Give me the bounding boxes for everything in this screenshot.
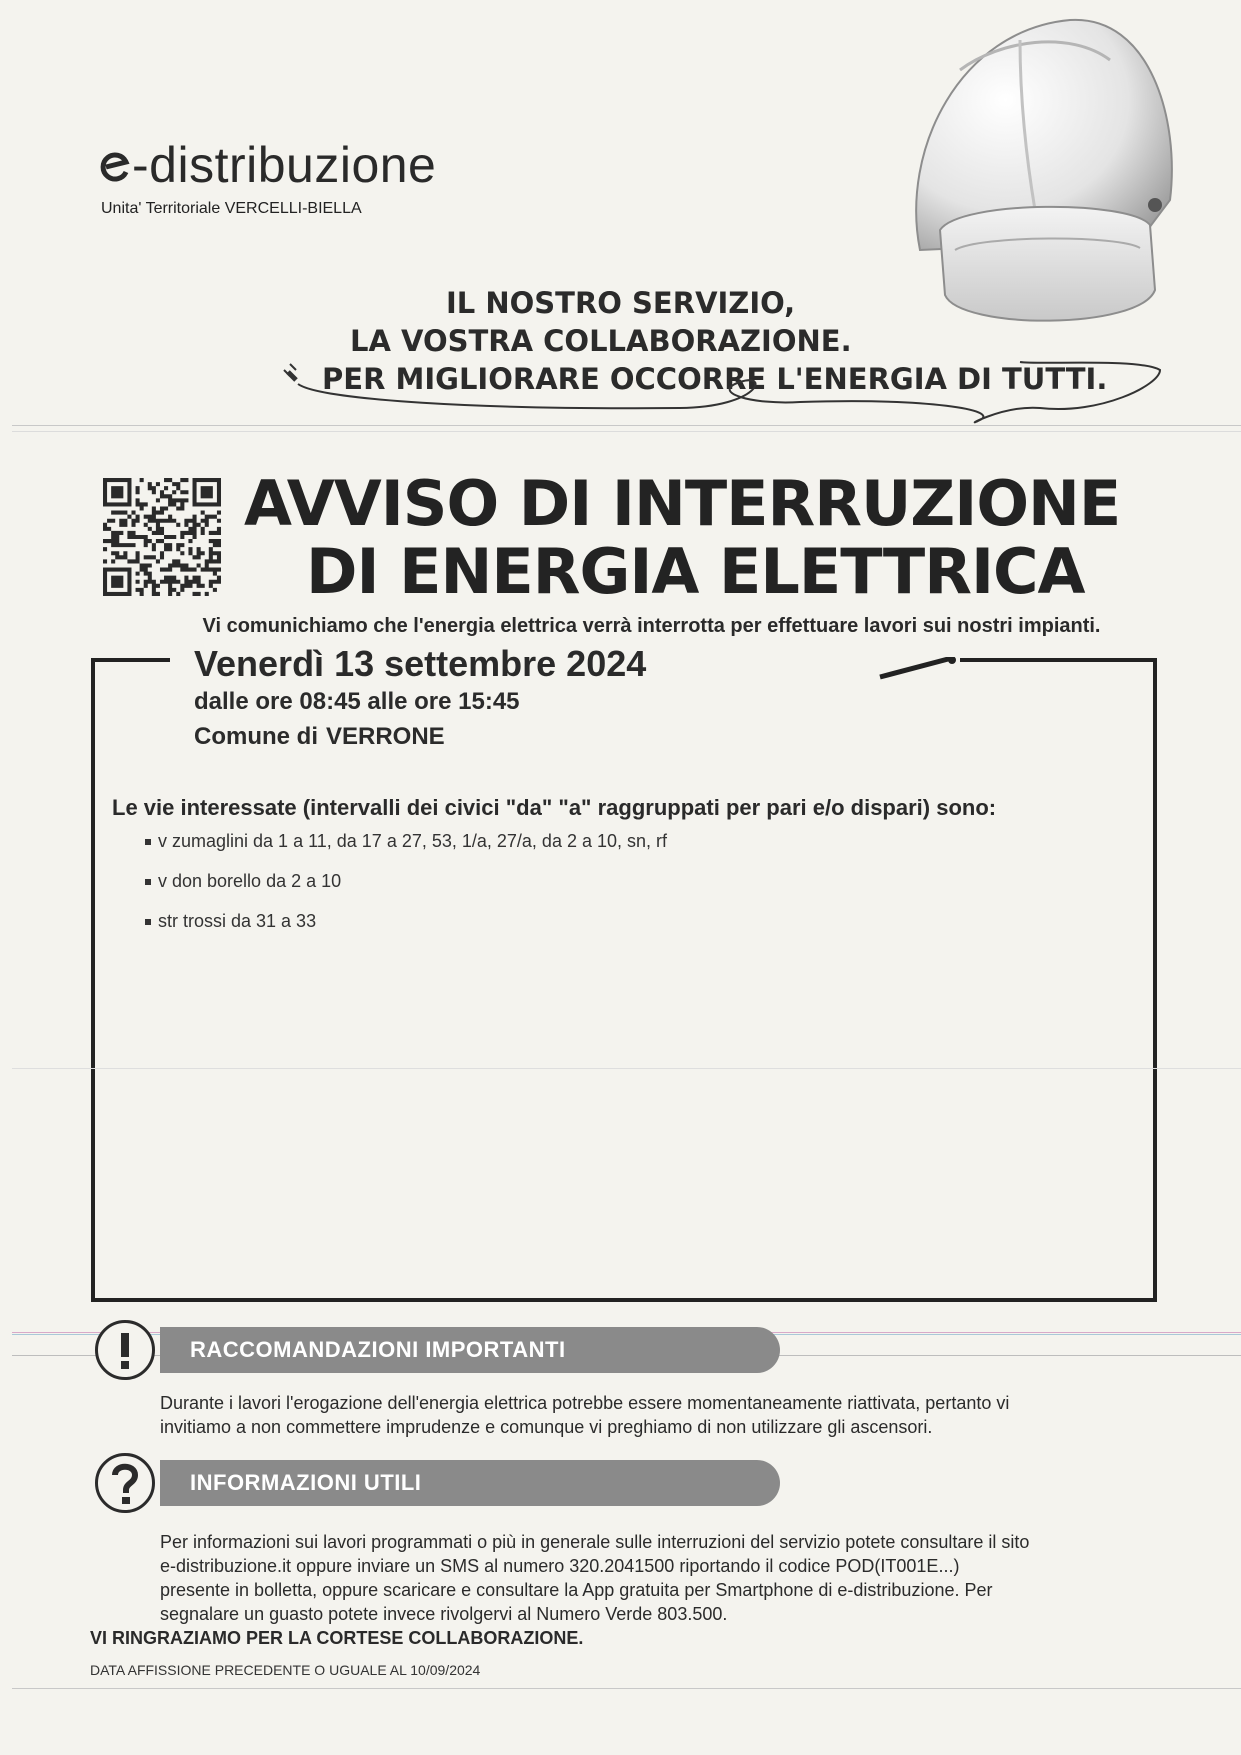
- slogan-line: LA VOSTRA COLLABORAZIONE.: [350, 324, 852, 358]
- thanks-text: VI RINGRAZIAMO PER LA CORTESE COLLABORAZIONE.: [90, 1628, 584, 1648]
- divider: [12, 1688, 1241, 1689]
- plug-icon: [284, 364, 296, 380]
- posting-date: DATA AFFISSIONE PRECEDENTE O UGUALE AL 10/09/2024: [90, 1662, 481, 1678]
- title-line-2: DI ENERGIA ELETTRICA: [306, 535, 1085, 608]
- streets-list: [145, 830, 667, 950]
- street-item: str trossi da 31 a 33: [145, 910, 667, 950]
- qr-code-icon: [103, 478, 221, 596]
- divider: [12, 431, 1241, 432]
- info-line: presente in bolletta, oppure scaricare e consultare la App gratuita per Smartphone di e-distribuzione. Per: [160, 1580, 993, 1600]
- recommendations-line: invitiamo a non commettere imprudenze e comunque vi preghiamo di non utilizzare gli ascensori.: [160, 1417, 933, 1437]
- info-title: INFORMAZIONI UTILI: [160, 1460, 780, 1506]
- notice-frame: [90, 657, 1158, 1303]
- street-item: v zumaglini da 1 a 11, da 17 a 27, 53, 1/a, 27/a, da 2 a 10, sn, rf: [145, 830, 667, 870]
- notice-title: [244, 467, 1224, 608]
- municipality-label: Comune di: [194, 723, 318, 750]
- municipality: [194, 723, 445, 751]
- municipality-name: VERRONE: [326, 723, 445, 750]
- info-line: e-distribuzione.it oppure inviare un SMS al numero 320.2041500 riportando il codice POD(IT001E...): [160, 1556, 960, 1576]
- divider: [12, 425, 1241, 426]
- territorial-unit: Unita' Territoriale VERCELLI-BIELLA: [101, 200, 362, 217]
- exclamation-icon: [95, 1320, 155, 1380]
- interruption-time: dalle ore 08:45 alle ore 15:45: [194, 688, 520, 715]
- info-line: segnalare un guasto potete invece rivolgervi al Numero Verde 803.500.: [160, 1604, 728, 1624]
- divider: [12, 1068, 1241, 1069]
- info-line: Per informazioni sui lavori programmati o più in generale sulle interruzioni del servizio potete consultare il sito: [160, 1532, 1030, 1552]
- slogan-line: PER MIGLIORARE OCCORRE L'ENERGIA DI TUTTI.: [322, 362, 1108, 396]
- recommendations-title: RACCOMANDAZIONI IMPORTANTI: [160, 1327, 780, 1373]
- notice-intro: Vi comunichiamo che l'energia elettrica verrà interrotta per effettuare lavori sui nostri impianti.: [202, 615, 1101, 637]
- slogan-line: IL NOSTRO SERVIZIO,: [446, 286, 796, 320]
- info-text: [160, 1530, 1150, 1626]
- recommendations-line: Durante i lavori l'erogazione dell'energia elettrica potrebbe essere momentaneamente riattivata, pertanto vi: [160, 1393, 1010, 1413]
- question-icon: [95, 1453, 155, 1513]
- brand-name: -distribuzione: [132, 137, 437, 193]
- street-item: v don borello da 2 a 10: [145, 870, 667, 910]
- brand-logo: [100, 137, 437, 193]
- plug-cable-icon: [280, 360, 1180, 460]
- title-line-1: AVVISO DI INTERRUZIONE: [244, 467, 1121, 540]
- streets-heading: Le vie interessate (intervalli dei civici "da" "a" raggruppati per pari e/o dispari) sono:: [112, 795, 997, 820]
- recommendations-text: [160, 1391, 1150, 1439]
- interruption-date: Venerdì 13 settembre 2024: [194, 643, 647, 684]
- e-logo-icon: [100, 142, 130, 176]
